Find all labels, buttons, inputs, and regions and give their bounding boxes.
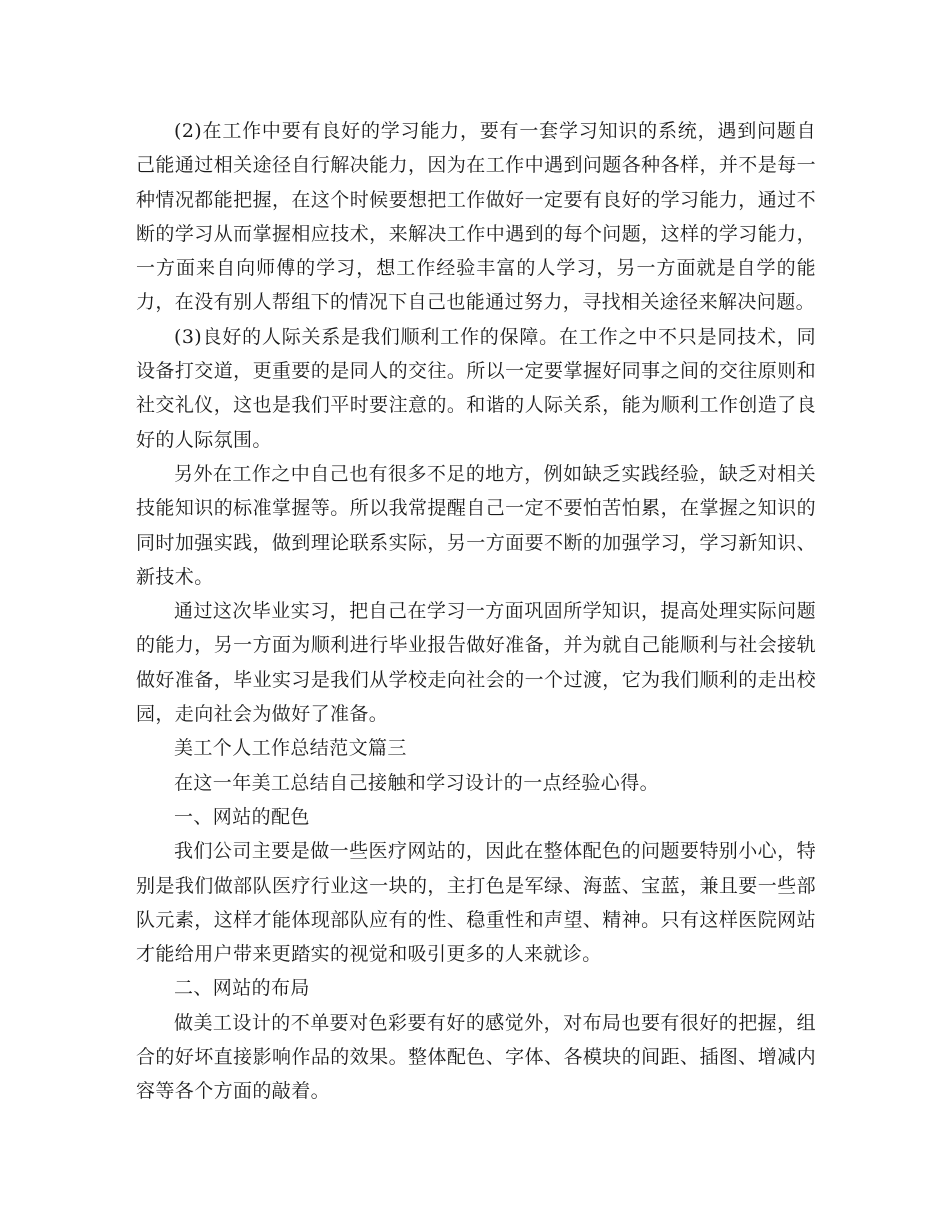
paragraph-internship-summary: 通过这次毕业实习，把自己在学习一方面巩固所学知识，提高处理实际问题的能力，另一方面为顺利进行毕业报告做好准备，并为就自己能顺利与社会接轨做好准备，毕业实习是我们从学校走向社会的一个过渡，它为我们顺利的走出校园，走向社会为做好了准备。 <box>136 600 816 726</box>
subheading-color-scheme: 一、网站的配色 <box>174 805 310 828</box>
paragraph-intro: 在这一年美工总结自己接触和学习设计的一点经验心得。 <box>174 771 660 794</box>
paragraph-interpersonal-relations: (3)良好的人际关系是我们顺利工作的保障。在工作之中不只是同技术，同设备打交道，更重要的是同人的交往。所以一定要掌握好同事之间的交往原则和社交礼仪，这也是我们平时要注意的。和谐的人际关系，能为顺利工作创造了良好的人际氛围。 <box>136 325 816 451</box>
document-page <box>136 114 816 1109</box>
section-title: 美工个人工作总结范文篇三 <box>174 737 407 760</box>
paragraph-color-scheme: 我们公司主要是做一些医疗网站的，因此在整体配色的问题要特别小心，特别是我们做部队医疗行业这一块的，主打色是军绿、海蓝、宝蓝，兼且要一些部队元素，这样才能体现部队应有的性、稳重性和声望、精神。只有这样医院网站才能给用户带来更踏实的视觉和吸引更多的人来就诊。 <box>136 840 816 966</box>
paragraph-shortcomings: 另外在工作之中自己也有很多不足的地方，例如缺乏实践经验，缺乏对相关技能知识的标准掌握等。所以我常提醒自己一定不要怕苦怕累，在掌握之知识的同时加强实践，做到理论联系实际，另一方面要不断的加强学习，学习新知识、新技术。 <box>136 462 816 588</box>
paragraph-layout: 做美工设计的不单要对色彩要有好的感觉外，对布局也要有很好的把握，组合的好坏直接影响作品的效果。整体配色、字体、各模块的间距、插图、增减内容等各个方面的敲着。 <box>136 1011 816 1103</box>
paragraph-learning-ability: (2)在工作中要有良好的学习能力，要有一套学习知识的系统，遇到问题自己能通过相关途径自行解决能力，因为在工作中遇到问题各种各样，并不是每一种情况都能把握，在这个时候要想把工作做好一定要有良好的学习能力，通过不断的学习从而掌握相应技术，来解决工作中遇到的每个问题，这样的学习能力，一方面来自向师傅的学习，想工作经验丰富的人学习，另一方面就是自学的能力，在没有别人帮组下的情况下自己也能通过努力，寻找相关途径来解决问题。 <box>136 120 816 314</box>
subheading-layout: 二、网站的布局 <box>174 977 310 1000</box>
